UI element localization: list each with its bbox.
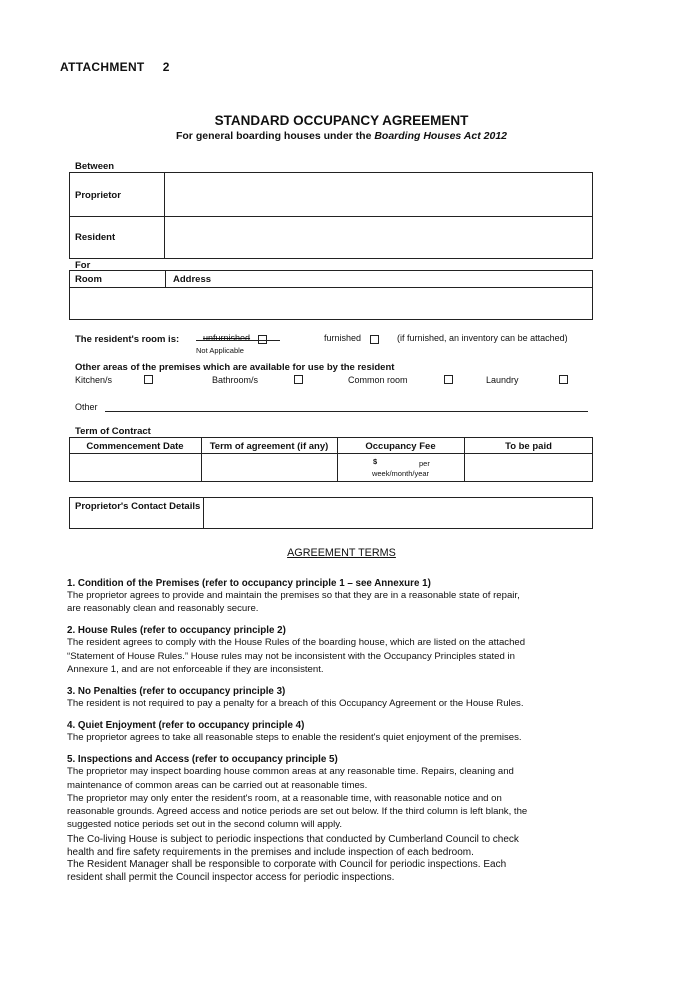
note-line: The Resident Manager shall be responsible to corporate with Council for periodic inspections. Each: [67, 859, 507, 871]
attachment-label: ATTACHMENT 2: [60, 60, 170, 74]
room-is-label: The resident's room is:: [75, 334, 180, 345]
section-5: [67, 754, 627, 831]
room-label: Room: [75, 274, 102, 285]
section-line: reasonable grounds. Agreed access and notice periods are set out below. If the third column is left blank, the: [67, 806, 528, 818]
contact-field[interactable]: [205, 499, 591, 527]
agreement-terms-heading: AGREEMENT TERMS: [287, 547, 396, 559]
section-1: [67, 578, 627, 615]
section-line: The proprietor may only enter the resident's room, at a reasonable time, with reasonable notice and on: [67, 792, 502, 804]
other-field[interactable]: [105, 411, 588, 412]
section-line: are reasonably clean and reasonably secure.: [67, 603, 259, 615]
between-label: Between: [75, 161, 115, 172]
contact-label: Proprietor's Contact Details: [75, 501, 201, 512]
section-line: The resident is not required to pay a penalty for a breach of this Occupancy Agreement or the House Rules.: [67, 698, 524, 710]
term-header: Term of agreement (if any): [209, 441, 329, 452]
section-heading: 4. Quiet Enjoyment (refer to occupancy principle 4): [67, 720, 305, 732]
fee-period: week/month/year: [371, 469, 430, 478]
section-line: The proprietor agrees to take all reasonable steps to enable the resident's quiet enjoyment of the premises.: [67, 732, 522, 744]
section-heading: 1. Condition of the Premises (refer to occupancy principle 1 – see Annexure 1): [67, 578, 431, 589]
room-divider: [69, 287, 593, 288]
proprietor-field[interactable]: [166, 174, 591, 215]
parties-divider: [69, 216, 593, 217]
commencement-field[interactable]: [71, 455, 200, 480]
section-line: Annexure 1, and are not enforceable if they are inconsistent.: [67, 663, 324, 675]
terms-sections: [67, 578, 627, 884]
document-subtitle: [0, 130, 683, 142]
contact-col-divider: [203, 497, 204, 529]
furnished-checkbox[interactable]: [370, 335, 379, 344]
bathroom-label: Bathroom/s: [212, 375, 259, 385]
section-2: [67, 625, 627, 676]
section-line: The resident agrees to comply with the House Rules of the boarding house, which are listed on the attached: [67, 637, 526, 649]
note-line: The Co-living House is subject to periodic inspections that conducted by Cumberland Council to check: [67, 834, 519, 846]
other-areas-label: Other areas of the premises which are available for use by the resident: [75, 362, 395, 373]
subtitle-act: Boarding Houses Act 2012: [374, 130, 507, 142]
note-line: resident shall permit the Council inspector access for periodic inspections.: [67, 871, 395, 883]
section-line: suggested notice periods set out in the second column will apply.: [67, 819, 343, 831]
section-line: The proprietor may inspect boarding house common areas at any reasonable time. Repairs, cleaning and: [67, 766, 514, 778]
room-address-field[interactable]: [71, 289, 591, 318]
kitchen-checkbox[interactable]: [144, 375, 153, 384]
term-field[interactable]: [203, 455, 336, 480]
section-line: “Statement of House Rules.” House rules may not be inconsistent with the Occupancy Principles stated in: [67, 650, 515, 662]
document-title: STANDARD OCCUPANCY AGREEMENT: [214, 113, 469, 128]
fee-dollar: $: [373, 457, 378, 466]
address-label: Address: [173, 274, 212, 285]
commencement-header: Commencement Date: [86, 441, 184, 452]
to-be-paid-field[interactable]: [466, 455, 591, 480]
other-label: Other: [75, 402, 98, 412]
council-inspection-note: [67, 834, 627, 884]
subtitle-prefix: For general boarding houses under the: [175, 130, 375, 142]
section-heading: 2. House Rules (refer to occupancy principle 2): [67, 625, 286, 637]
term-label: Term of Contract: [75, 426, 151, 437]
kitchen-label: Kitchen/s: [75, 375, 113, 385]
unfurnished-label: unfurnished: [203, 333, 251, 343]
section-heading: 3. No Penalties (refer to occupancy principle 3): [67, 686, 286, 698]
room-col-divider: [165, 270, 166, 287]
resident-label: Resident: [75, 232, 116, 243]
laundry-checkbox[interactable]: [559, 375, 568, 384]
section-4: [67, 720, 627, 744]
section-line: maintenance of common areas can be carried out at reasonable times.: [67, 779, 368, 791]
section-line: The proprietor agrees to provide and maintain the premises so that they are in a reasonable state of repair,: [67, 590, 520, 601]
term-header-divider: [69, 453, 593, 454]
resident-field[interactable]: [166, 218, 591, 258]
inventory-note: (if furnished, an inventory can be attached): [397, 333, 568, 343]
section-heading: 5. Inspections and Access (refer to occupancy principle 5): [67, 754, 338, 766]
bathroom-checkbox[interactable]: [294, 375, 303, 384]
laundry-label: Laundry: [486, 375, 519, 385]
section-3: [67, 686, 627, 710]
for-label: For: [75, 260, 91, 271]
note-line: health and fire safety requirements in the premises and include inspection of each bedroom.: [67, 846, 474, 858]
parties-col-divider: [164, 172, 165, 259]
furnished-label: furnished: [324, 333, 362, 343]
proprietor-label: Proprietor: [75, 190, 121, 201]
not-applicable-note: Not Applicable: [196, 346, 244, 355]
to-be-paid-header: To be paid: [505, 441, 552, 452]
fee-header: Occupancy Fee: [365, 441, 436, 452]
common-room-checkbox[interactable]: [444, 375, 453, 384]
common-room-label: Common room: [348, 375, 408, 385]
strike-line: [196, 340, 280, 341]
fee-per: per: [419, 459, 430, 468]
